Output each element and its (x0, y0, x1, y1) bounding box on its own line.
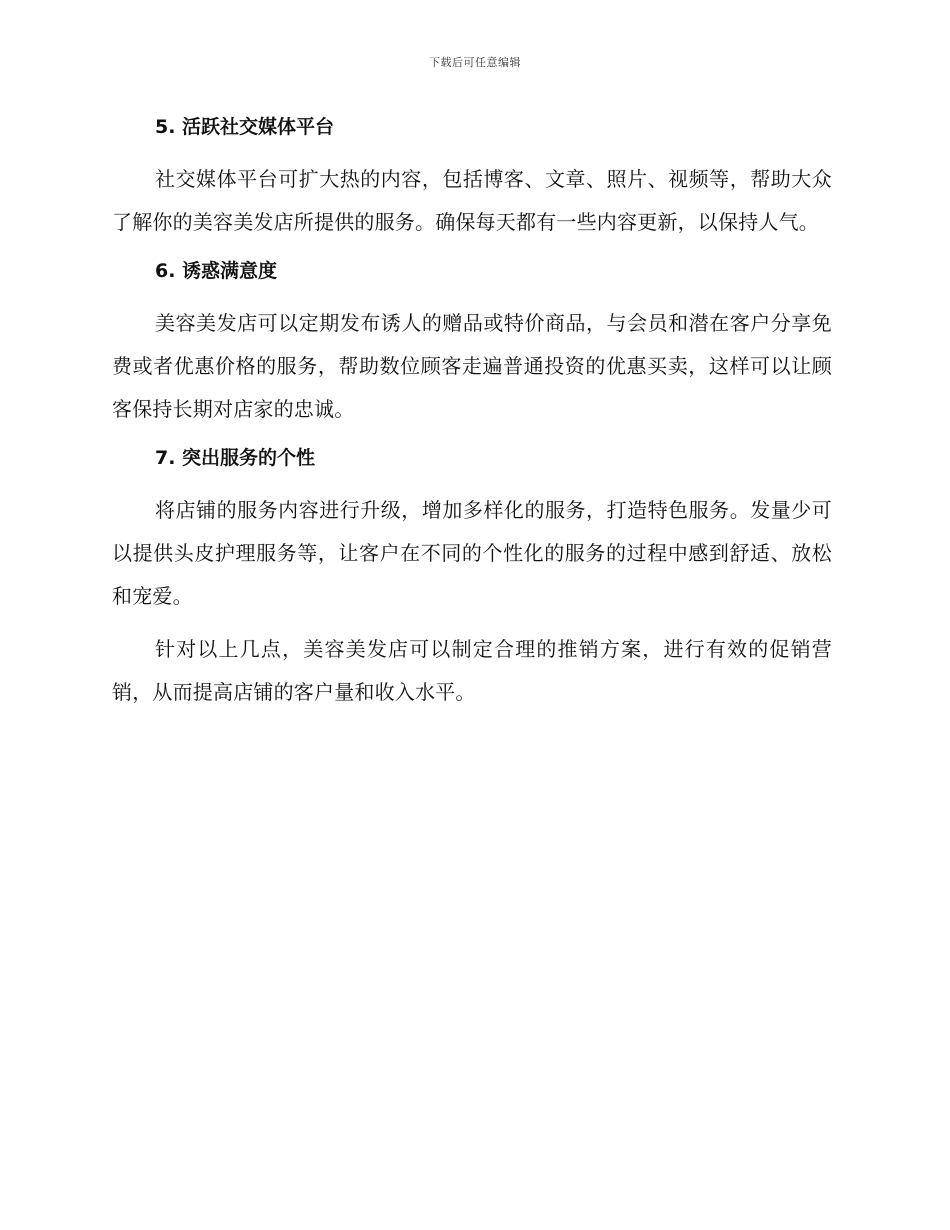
conclusion-paragraph: 针对以上几点，美容美发店可以制定合理的推销方案，进行有效的促销营销，从而提高店铺的客户量和收入水平。 (112, 637, 832, 704)
section-5 (112, 110, 832, 244)
section-heading: 6. 诱惑满意度 (155, 260, 278, 282)
section-paragraph: 美容美发店可以定期发布诱人的赠品或特价商品，与会员和潜在客户分享免费或者优惠价格的服务，帮助数位顾客走遍普通投资的优惠买卖，这样可以让顾客保持长期对店家的忠诚。 (112, 311, 832, 421)
section-paragraph: 将店铺的服务内容进行升级，增加多样化的服务，打造特色服务。发量少可以提供头皮护理服务等，让客户在不同的个性化的服务的过程中感到舒适、放松和宠爱。 (112, 498, 832, 608)
section-heading: 7. 突出服务的个性 (155, 447, 316, 469)
section-heading: 5. 活跃社交媒体平台 (155, 116, 335, 138)
section-7 (112, 441, 832, 618)
section-6 (112, 254, 832, 431)
document-body (112, 110, 832, 724)
section-paragraph: 社交媒体平台可扩大热的内容，包括博客、文章、照片、视频等，帮助大众了解你的美容美发店所提供的服务。确保每天都有一些内容更新，以保持人气。 (112, 167, 832, 234)
page-header: 下载后可任意编辑 (429, 56, 521, 69)
